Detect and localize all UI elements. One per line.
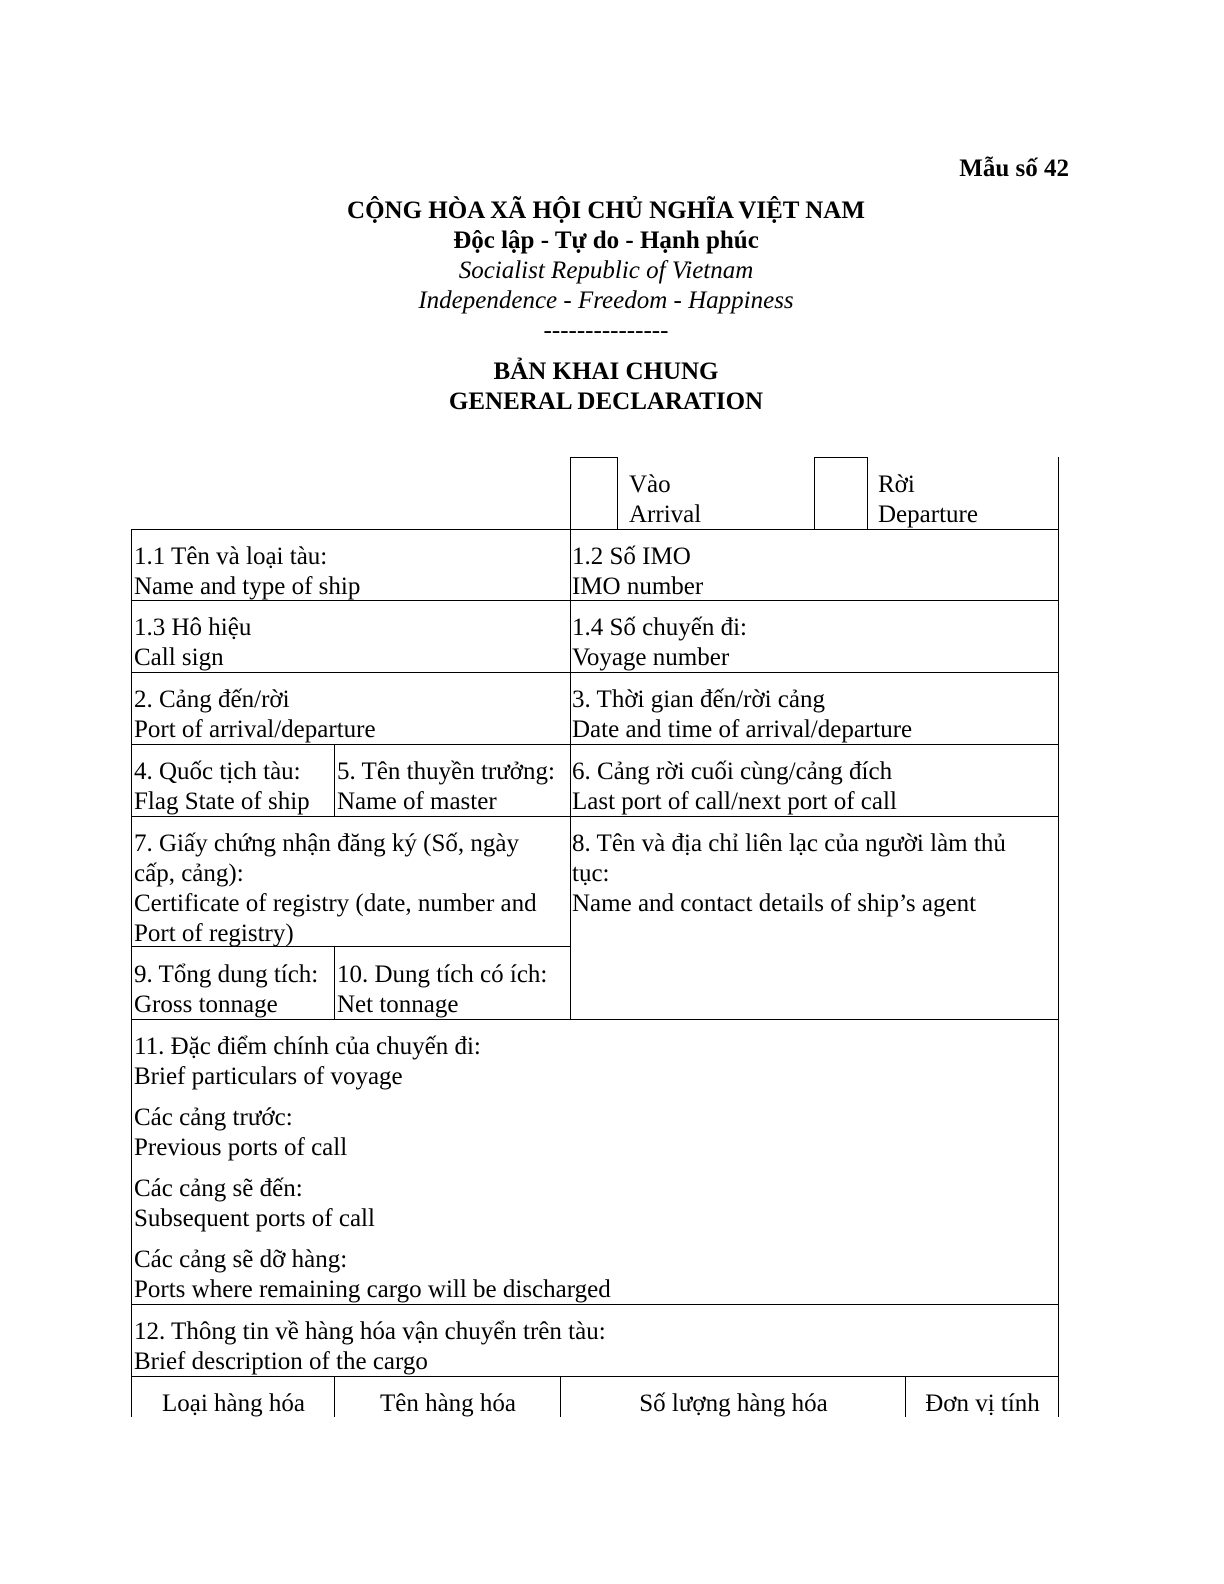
country-name-en: Socialist Republic of Vietnam [458,257,754,284]
cargo-column-header: Loại hàng hóa [161,1390,305,1417]
table-divider [334,946,335,1019]
arrival-checkbox[interactable] [572,459,616,528]
motto-en: Independence - Freedom - Happiness [418,287,794,314]
field-subsequent-ports[interactable]: Các cảng sẽ đến: Subsequent ports of call [134,1175,375,1232]
field-voyage-number[interactable]: 1.4 Số chuyến đi: Voyage number [572,614,747,671]
field-ship-agent[interactable]: 8. Tên và địa chỉ liên lạc của người làm thủ tục: Name and contact details of ship’s agent [572,830,1006,917]
table-right-border [1058,457,1059,1417]
table-divider [334,744,335,816]
field-previous-ports[interactable]: Các cảng trước: Previous ports of call [134,1104,348,1161]
table-middle-divider [570,529,571,1019]
table-left-border [131,529,132,1417]
field-ship-name-type[interactable]: 1.1 Tên và loại tàu: Name and type of ship [134,543,361,600]
field-port-arrival-departure[interactable]: 2. Cảng đến/rời Port of arrival/departure [134,686,376,743]
title-en: GENERAL DECLARATION [448,388,764,415]
arrival-checkbox-right-border [617,457,618,529]
title-vi: BẢN KHAI CHUNG [493,358,719,385]
field-gross-tonnage[interactable]: 9. Tổng dung tích: Gross tonnage [134,961,319,1018]
motto-vi: Độc lập - Tự do - Hạnh phúc [453,227,759,254]
field-date-time-arrival-departure[interactable]: 3. Thời gian đến/rời cảng Date and time of arrival/departure [572,686,913,743]
field-net-tonnage[interactable]: 10. Dung tích có ích: Net tonnage [337,961,548,1018]
departure-checkbox[interactable] [816,459,866,528]
field-flag-state[interactable]: 4. Quốc tịch tàu: Flag State of ship [134,758,310,815]
field-cargo-description[interactable]: 12. Thông tin về hàng hóa vận chuyển trên tàu: Brief description of the cargo [134,1318,606,1375]
table-divider [905,1376,906,1417]
cargo-column-header: Số lượng hàng hóa [639,1390,828,1417]
field-voyage-particulars[interactable]: 11. Đặc điểm chính của chuyến đi: Brief particulars of voyage [134,1033,481,1090]
table-rule [131,529,1059,530]
arrival-label: Vào Arrival [629,471,702,528]
field-master-name[interactable]: 5. Tên thuyền trưởng: Name of master [337,758,555,815]
departure-checkbox-left-border [814,457,815,529]
arrival-checkbox-left-border [570,457,571,529]
cargo-column-header: Đơn vị tính [925,1390,1040,1417]
table-divider [560,1376,561,1417]
field-discharge-ports[interactable]: Các cảng sẽ dỡ hàng: Ports where remaining cargo will be discharged [134,1246,611,1303]
separator: --------------- [543,317,669,344]
table-divider [334,1376,335,1417]
field-certificate-of-registry[interactable]: 7. Giấy chứng nhận đăng ký (Số, ngày cấp, cảng): Certificate of registry (date, number and Port of registry) [134,830,537,947]
arrival-checkbox-top-border [570,457,617,458]
country-name-vi: CỘNG HÒA XÃ HỘI CHỦ NGHĨA VIỆT NAM [347,197,865,224]
form-number: Mẫu số 42 [959,155,1069,182]
field-last-next-port[interactable]: 6. Cảng rời cuối cùng/cảng đích Last port of call/next port of call [572,758,897,815]
departure-label: Rời Departure [878,471,978,528]
field-call-sign[interactable]: 1.3 Hô hiệu Call sign [134,614,252,671]
cargo-column-header: Tên hàng hóa [379,1390,517,1417]
field-imo-number[interactable]: 1.2 Số IMO IMO number [572,543,704,600]
departure-checkbox-right-border [867,457,868,529]
departure-checkbox-top-border [814,457,867,458]
